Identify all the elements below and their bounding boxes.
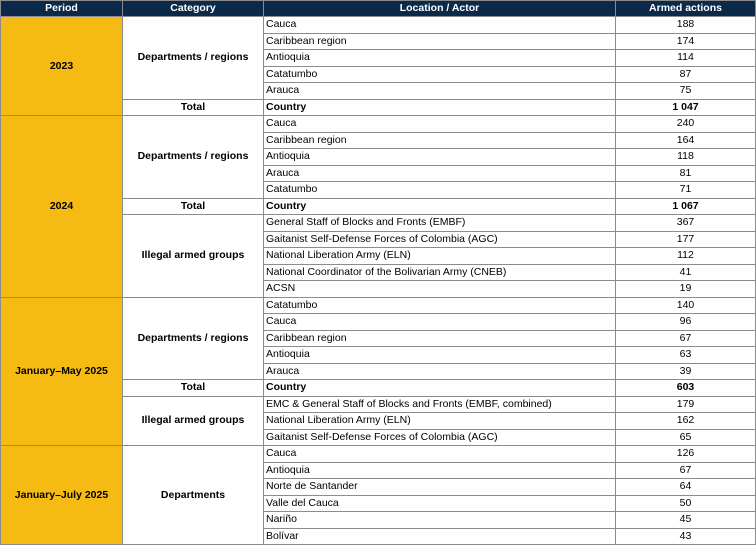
location-cell: Gaitanist Self-Defense Forces of Colombia (AGC) <box>264 429 616 446</box>
location-cell: Antioquia <box>264 50 616 67</box>
actions-cell: 64 <box>616 479 756 496</box>
location-cell: National Liberation Army (ELN) <box>264 248 616 265</box>
actions-cell: 45 <box>616 512 756 529</box>
location-cell: Cauca <box>264 116 616 133</box>
category-cell: Illegal armed groups <box>123 215 264 298</box>
location-cell: Antioquia <box>264 149 616 166</box>
location-cell: National Liberation Army (ELN) <box>264 413 616 430</box>
actions-cell: 367 <box>616 215 756 232</box>
actions-cell: 112 <box>616 248 756 265</box>
actions-cell: 179 <box>616 396 756 413</box>
category-cell: Departments / regions <box>123 116 264 199</box>
total-location: Country <box>264 198 616 215</box>
period-cell: 2023 <box>1 17 123 116</box>
total-value: 1 067 <box>616 198 756 215</box>
header-row <box>1 1 756 17</box>
table-row <box>1 17 756 34</box>
actions-cell: 114 <box>616 50 756 67</box>
location-cell: Norte de Santander <box>264 479 616 496</box>
location-cell: Caribbean region <box>264 132 616 149</box>
actions-cell: 174 <box>616 33 756 50</box>
actions-cell: 71 <box>616 182 756 199</box>
actions-cell: 96 <box>616 314 756 331</box>
total-label: Total <box>123 198 264 215</box>
actions-cell: 140 <box>616 297 756 314</box>
location-cell: Caribbean region <box>264 33 616 50</box>
actions-cell: 75 <box>616 83 756 100</box>
header-actions: Armed actions <box>616 1 756 17</box>
header-location: Location / Actor <box>264 1 616 17</box>
actions-cell: 41 <box>616 264 756 281</box>
table-row <box>1 297 756 314</box>
actions-cell: 162 <box>616 413 756 430</box>
location-cell: Catatumbo <box>264 66 616 83</box>
total-label: Total <box>123 99 264 116</box>
location-cell: Arauca <box>264 165 616 182</box>
period-cell: 2024 <box>1 116 123 298</box>
location-cell: Catatumbo <box>264 297 616 314</box>
location-cell: General Staff of Blocks and Fronts (EMBF) <box>264 215 616 232</box>
location-cell: ACSN <box>264 281 616 298</box>
category-cell: Departments <box>123 446 264 545</box>
table-row <box>1 446 756 463</box>
total-location: Country <box>264 99 616 116</box>
total-value: 1 047 <box>616 99 756 116</box>
actions-cell: 63 <box>616 347 756 364</box>
location-cell: National Coordinator of the Bolivarian Army (CNEB) <box>264 264 616 281</box>
table-row <box>1 116 756 133</box>
period-cell: January–July 2025 <box>1 446 123 545</box>
location-cell: Arauca <box>264 83 616 100</box>
category-cell: Departments / regions <box>123 297 264 380</box>
location-cell: Nariño <box>264 512 616 529</box>
period-cell: January–May 2025 <box>1 297 123 446</box>
location-cell: Arauca <box>264 363 616 380</box>
actions-cell: 19 <box>616 281 756 298</box>
location-cell: Cauca <box>264 446 616 463</box>
location-cell: Cauca <box>264 17 616 34</box>
category-cell: Illegal armed groups <box>123 396 264 446</box>
location-cell: Catatumbo <box>264 182 616 199</box>
total-value: 603 <box>616 380 756 397</box>
location-cell: Cauca <box>264 314 616 331</box>
actions-cell: 188 <box>616 17 756 34</box>
location-cell: Antioquia <box>264 462 616 479</box>
header-period: Period <box>1 1 123 17</box>
actions-cell: 126 <box>616 446 756 463</box>
actions-cell: 81 <box>616 165 756 182</box>
total-label: Total <box>123 380 264 397</box>
actions-cell: 240 <box>616 116 756 133</box>
actions-cell: 67 <box>616 462 756 479</box>
actions-cell: 164 <box>616 132 756 149</box>
location-cell: Antioquia <box>264 347 616 364</box>
actions-cell: 177 <box>616 231 756 248</box>
location-cell: Caribbean region <box>264 330 616 347</box>
total-location: Country <box>264 380 616 397</box>
actions-cell: 118 <box>616 149 756 166</box>
category-cell: Departments / regions <box>123 17 264 100</box>
location-cell: Gaitanist Self-Defense Forces of Colombia (AGC) <box>264 231 616 248</box>
actions-cell: 39 <box>616 363 756 380</box>
actions-cell: 43 <box>616 528 756 545</box>
location-cell: Bolívar <box>264 528 616 545</box>
actions-cell: 87 <box>616 66 756 83</box>
header-category: Category <box>123 1 264 17</box>
actions-cell: 65 <box>616 429 756 446</box>
actions-cell: 50 <box>616 495 756 512</box>
table-body <box>1 17 756 545</box>
location-cell: Valle del Cauca <box>264 495 616 512</box>
actions-cell: 67 <box>616 330 756 347</box>
location-cell: EMC & General Staff of Blocks and Fronts (EMBF, combined) <box>264 396 616 413</box>
